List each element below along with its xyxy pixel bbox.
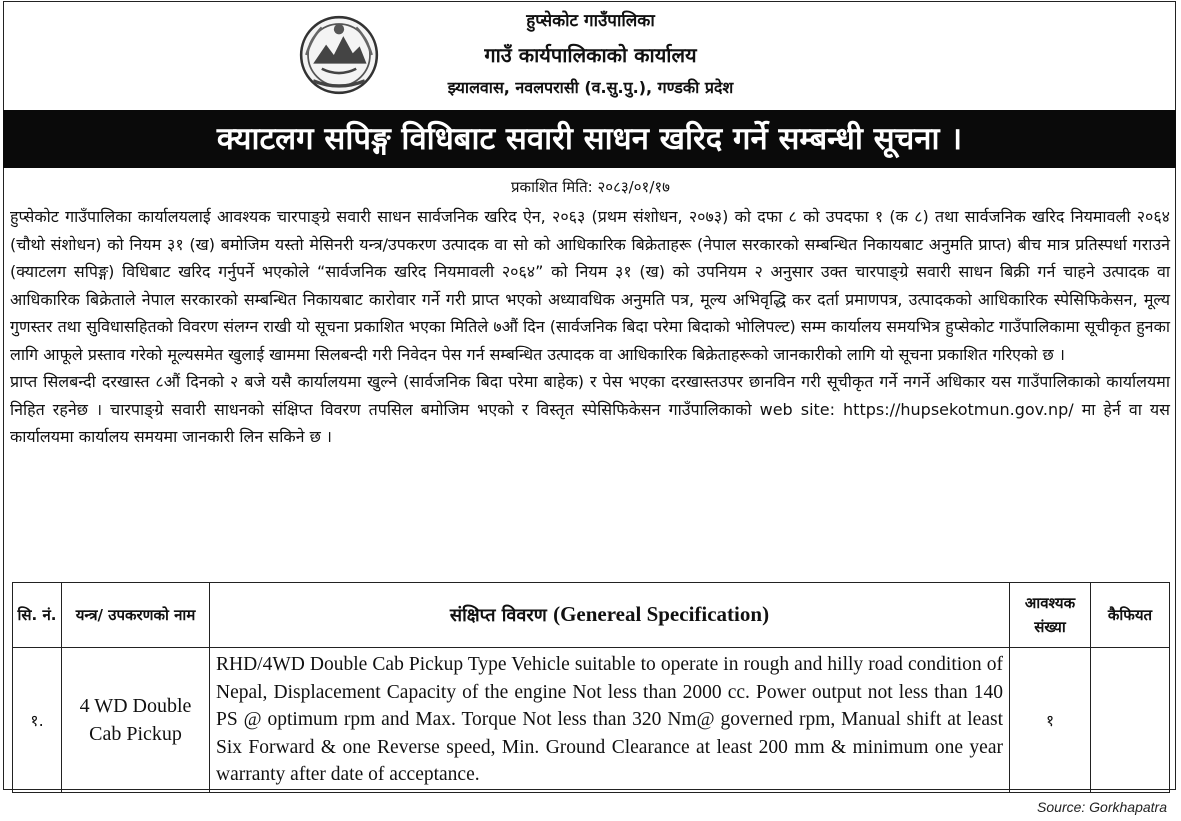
notice-header bbox=[0, 0, 1181, 110]
row-quantity: १ bbox=[1010, 648, 1091, 793]
header-sn: सि. नं. bbox=[13, 583, 62, 648]
municipality-name: हुप्सेकोट गाउँपालिका bbox=[526, 11, 655, 31]
row-remarks bbox=[1091, 648, 1170, 793]
row-equipment-name: 4 WD Double Cab Pickup bbox=[62, 648, 210, 793]
source-credit: Source: Gorkhapatra bbox=[1037, 799, 1167, 815]
specification-table bbox=[12, 582, 1169, 793]
published-date: प्रकाशित मिति: २०८३/०१/१७ bbox=[511, 178, 670, 196]
header-quantity: आवश्यक संख्या bbox=[1010, 583, 1091, 648]
header-remarks: कैफियत bbox=[1091, 583, 1170, 648]
body-paragraph-1: हुप्सेकोट गाउँपालिका कार्यालयलाई आवश्यक चारपाङ्ग्रे सवारी साधन सार्वजनिक खरिद ऐन, २०६३ (प्रथम संशोधन, २०७३) को दफा ८ को उपदफा १ (क ८) तथा सार्वजनिक खरिद नियमावली २०६४ (चौथो संशोधन) को नियम ३१ (ख) बमोजिम यस्तो मेसिनरी यन्त्र/उपकरण उत्पादक वा सो को आधिकारिक बिक्रेताहरू (नेपाल सरकारको सम्बन्धित निकायबाट अनुमति प्राप्त) बीच मात्र प्रतिस्पर्धा गराउने (क्याटलग सपिङ्ग) विधिबाट खरिद गर्नुपर्ने भएकोले “सार्वजनिक खरिद नियमावली २०६४” को नियम ३१ (ख) को उपनियम २ अनुसार उक्त चारपाङ्ग्रे सवारी साधन बिक्री गर्न चाहने उत्पादक वा आधिकारिक बिक्रेताले नेपाल सरकारको सम्बन्धित निकायबाट कारोवार गर्ने गरी प्राप्त भएको अध्यावधिक अनुमति पत्र, मूल्य अभिवृद्धि कर दर्ता प्रमाणपत्र, उत्पादकको आधिकारिक स्पेसिफिकेसन, मूल्य गुणस्तर तथा सुविधासहितको विवरण संलग्न राखी यो सूचना प्रकाशित भएका मितिले ७औं दिन (सार्वजनिक बिदा परेमा बिदाको भोलिपल्ट) सम्म कार्यालय समयभित्र हुप्सेकोट गाउँपालिकामा सूचीकृत हुनका लागि आफूले प्रस्ताव गरेको मूल्यसमेत खुलाई खाममा सिलबन्दी गरी निवेदन पेस गर्न सम्बन्धित उत्पादक वा आधिकारिक बिक्रेताहरूको जानकारीको लागि यो सूचना प्रकाशित गरिएको छ । bbox=[10, 207, 1170, 364]
row-specification: RHD/4WD Double Cab Pickup Type Vehicle suitable to operate in rough and hilly road condition of Nepal, Displacement Capacity of the engine Not less than 2000 cc. Power output not less than 140 PS @ optimum rpm and Max. Torque Not less than 320 Nm@ governed rpm, Manual shift at least Six Forward & one Reverse speed, Min. Ground Clearance at least 200 mm & minimum one year warranty after date of acceptance. bbox=[210, 648, 1010, 793]
notice-title-banner: क्याटलग सपिङ्ग विधिबाट सवारी साधन खरिद गर्ने सम्बन्धी सूचना । bbox=[3, 110, 1176, 168]
header-specification bbox=[210, 583, 1010, 648]
table-row bbox=[13, 648, 1170, 793]
office-name: गाउँ कार्यपालिकाको कार्यालय bbox=[484, 43, 697, 67]
row-sn: १. bbox=[13, 648, 62, 793]
header-equipment-name: यन्त्र/ उपकरणको नाम bbox=[62, 583, 210, 648]
office-address: झ्यालवास, नवलपरासी (व.सु.पु.), गण्डकी प्रदेश bbox=[447, 78, 734, 97]
body-paragraph-2: प्राप्त सिलबन्दी दरखास्त ८औं दिनको २ बजे यसै कार्यालयमा खुल्ने (सार्वजनिक बिदा परेमा बाहेक) र पेस भएका दरखास्तउपर छानविन गरी सूचीकृत गर्ने नगर्ने अधिकार यस गाउँपालिकाको कार्यालयमा निहित रहनेछ । चारपाङ्ग्रे सवारी साधनको संक्षिप्त विवरण तपसिल बमोजिम भएको र विस्तृत स्पेसिफिकेसन गाउँपालिकाको web site: https://hupsekotmun.gov.np/ मा हेर्न वा यस कार्यालयमा कार्यालय समयमा जानकारी लिन सकिने छ । bbox=[10, 372, 1170, 446]
table-header-row bbox=[13, 583, 1170, 648]
header-spec-np: संक्षिप्त विवरण bbox=[449, 605, 547, 626]
notice-body bbox=[10, 203, 1170, 451]
header-spec-en: (Genereal Specification) bbox=[553, 602, 770, 626]
